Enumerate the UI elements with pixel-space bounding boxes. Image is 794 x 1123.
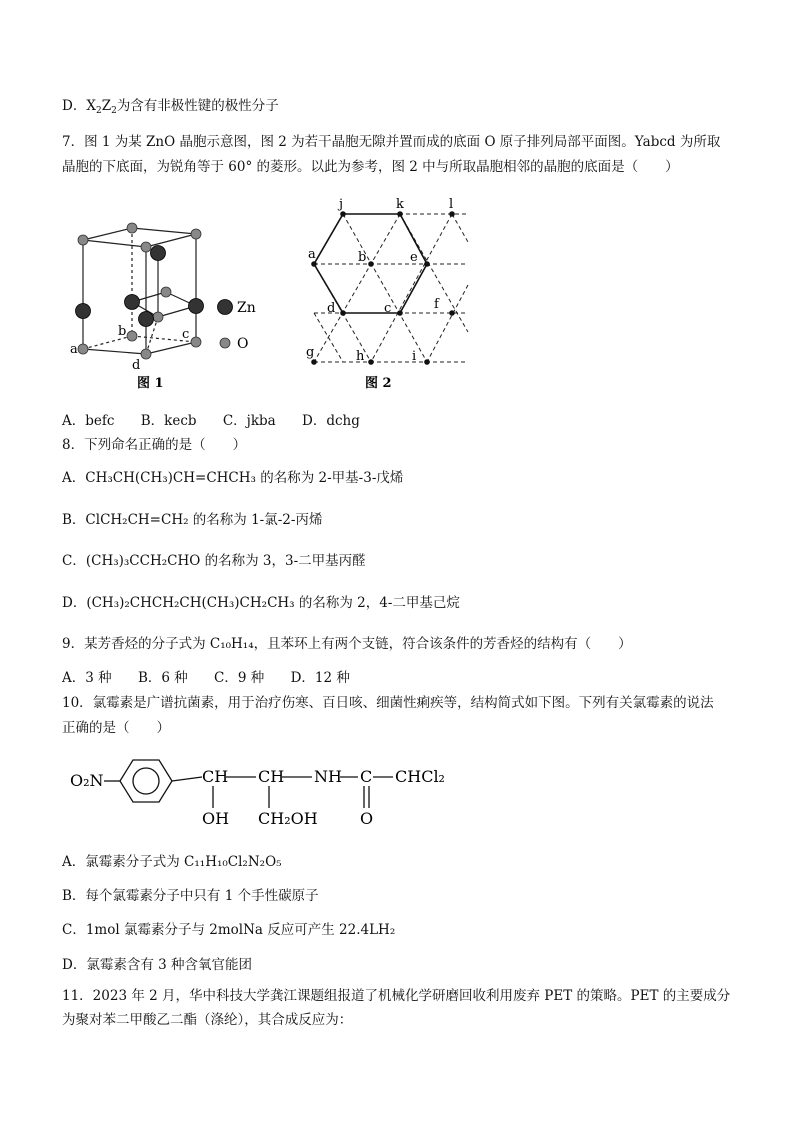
- q11-stem-line1: 11．2023 年 2 月，华中科技大学龚江课题组报道了机械化学研磨回收利用废弃 PET 的策略。PET 的主要成分: [62, 988, 731, 1004]
- q6-option-d: D．$X_2Z_2$为含有非极性键的极性分子: [62, 98, 279, 116]
- struct-ch1: CH: [202, 767, 229, 786]
- fig2-label-d: d: [327, 301, 336, 316]
- figure-2-lattice: [300, 195, 480, 393]
- fig1-label-a: a: [70, 342, 78, 357]
- q9-option-d: D．12 种: [290, 670, 350, 686]
- q9-stem: 9．某芳香烃的分子式为 C₁₀H₁₄，且苯环上有两个支链，符合该条件的芳香烃的结构有（ ）: [62, 636, 632, 652]
- q8-option-b: B．ClCH₂CH=CH₂ 的名称为 1-氯-2-丙烯: [62, 512, 323, 528]
- q7-stem-line2: 晶胞的下底面，为锐角等于 60° 的菱形。以此为参考，图 2 中与所取晶胞相邻的晶胞的底面是（ ）: [62, 159, 679, 175]
- q9-option-c: C．9 种: [214, 670, 265, 686]
- struct-ch2: CH: [258, 767, 285, 786]
- fig2-label-h: h: [356, 349, 365, 364]
- fig2-label-l: l: [449, 197, 454, 212]
- struct-nh: NH: [314, 767, 342, 786]
- struct-ch2oh: CH₂OH: [258, 809, 318, 828]
- figure-1-zno-cell: [62, 212, 272, 392]
- fig2-label-i: i: [412, 349, 417, 364]
- q7-option-b: B．kecb: [140, 413, 197, 429]
- struct-oh: OH: [202, 809, 230, 828]
- legend-zn-icon: [218, 300, 233, 315]
- q8-option-c: C．(CH₃)₃CCH₂CHO 的名称为 3，3-二甲基丙醛: [62, 553, 366, 569]
- fig1-caption: 图 1: [137, 376, 164, 391]
- struct-chcl2: CHCl₂: [395, 767, 445, 786]
- fig2-label-e: e: [410, 250, 418, 265]
- fig2-label-f: f: [434, 297, 439, 312]
- fig1-label-c: c: [182, 327, 190, 342]
- q10-option-c: C．1mol 氯霉素分子与 2molNa 反应可产生 22.4LH₂: [62, 922, 396, 938]
- legend-zn-label: Zn: [237, 300, 256, 316]
- q9-option-a: A．3 种: [62, 670, 112, 686]
- fig2-label-b: b: [358, 250, 367, 265]
- fig1-label-b: b: [118, 324, 127, 339]
- chloramphenicol-structure: [62, 752, 462, 832]
- fig2-caption: 图 2: [365, 376, 392, 391]
- q10-option-b: B．每个氯霉素分子中只有 1 个手性碳原子: [62, 888, 319, 904]
- fig2-label-k: k: [396, 197, 404, 212]
- legend-o-label: O: [237, 336, 249, 352]
- fig2-label-j: j: [339, 197, 344, 212]
- q7-option-c: C．jkba: [222, 413, 276, 429]
- q10-stem-line2: 正确的是（ ）: [62, 720, 170, 736]
- q10-option-a: A．氯霉素分子式为 C₁₁H₁₀Cl₂N₂O₅: [62, 854, 282, 870]
- q8-option-a: A．CH₃CH(CH₃)CH=CHCH₃ 的名称为 2-甲基-3-戊烯: [62, 470, 404, 486]
- q7-option-d: D．dchg: [302, 413, 360, 429]
- struct-c: C: [360, 767, 373, 786]
- legend-o-icon: [220, 338, 230, 348]
- struct-o2n: O₂N: [70, 771, 104, 790]
- q9-options: [62, 668, 372, 688]
- fig2-label-g: g: [306, 345, 315, 360]
- struct-o: O: [360, 809, 374, 828]
- fig1-label-d: d: [132, 358, 141, 373]
- q7-stem-line1: 7．图 1 为某 ZnO 晶胞示意图，图 2 为若干晶胞无隙并置而成的底面 O 原子排列局部平面图。Yabcd 为所取: [62, 134, 721, 150]
- q8-option-d: D．(CH₃)₂CHCH₂CH(CH₃)CH₂CH₃ 的名称为 2，4-二甲基己烷: [62, 595, 460, 611]
- q7-options: [62, 411, 382, 431]
- fig2-label-a: a: [308, 247, 316, 262]
- q8-stem: 8．下列命名正确的是（ ）: [62, 437, 247, 453]
- q10-option-d: D．氯霉素含有 3 种含氧官能团: [62, 957, 252, 973]
- q7-option-a: A．befc: [62, 413, 115, 429]
- q11-stem-line2: 为聚对苯二甲酸乙二酯（涤纶），其合成反应为：: [62, 1012, 353, 1028]
- q9-option-b: B．6 种: [137, 670, 188, 686]
- fig2-label-c: c: [384, 301, 392, 316]
- q10-stem-line1: 10．氯霉素是广谱抗菌素，用于治疗伤寒、百日咳、细菌性痢疾等，结构简式如下图。下列有关氯霉素的说法: [62, 695, 714, 711]
